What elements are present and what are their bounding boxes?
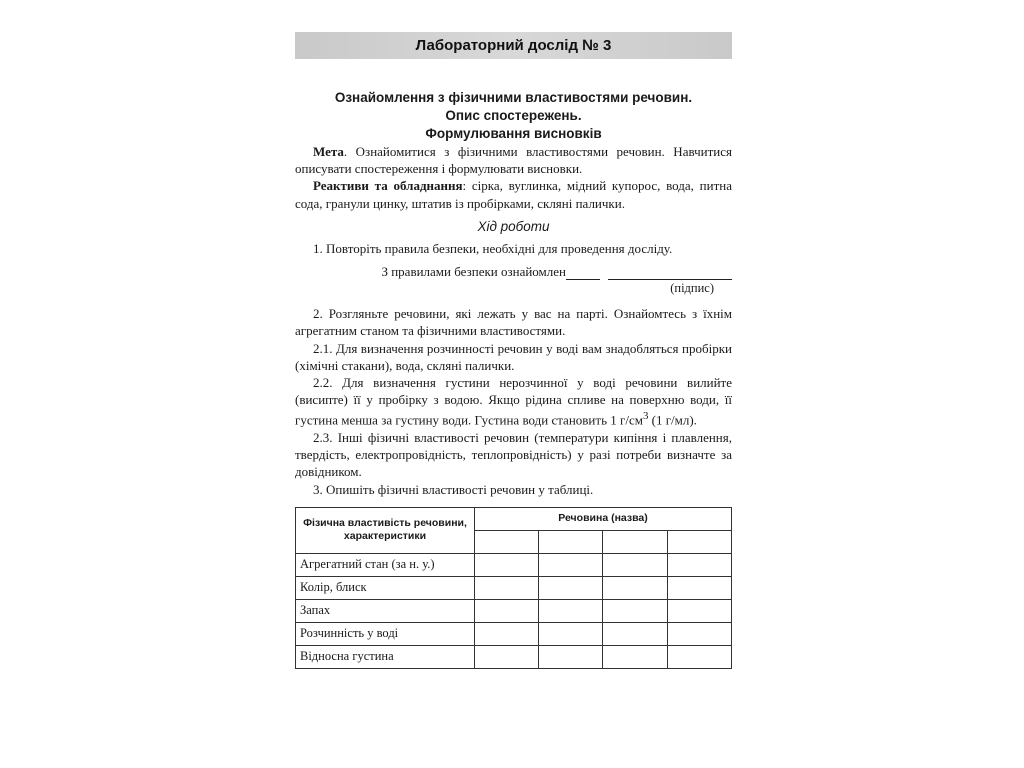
property-label: Запах [296, 599, 475, 622]
table-cell[interactable] [475, 622, 539, 645]
safety-text: З правилами безпеки ознайомлен [381, 264, 566, 280]
property-label: Відносна густина [296, 645, 475, 668]
properties-table [295, 507, 732, 669]
table-cell[interactable] [539, 622, 603, 645]
table-cell[interactable] [667, 599, 731, 622]
property-label: Розчинність у воді [296, 622, 475, 645]
equipment-text: : сірка, вуглинка, мідний купорос, вода, питна сода, гранули цинку, штатив із пробірками, скляні палички. [295, 178, 732, 211]
table-cell[interactable] [603, 645, 667, 668]
step-2-2 [295, 374, 732, 429]
worksheet-title [295, 89, 732, 143]
table-cell[interactable] [539, 553, 603, 576]
table-cell[interactable] [539, 576, 603, 599]
table-cell[interactable] [667, 553, 731, 576]
table-cell[interactable] [475, 599, 539, 622]
goal-text: . Ознайомитися з фізичними властивостями речовин. Навчитися описувати спостереження і формулювати висновки. [295, 144, 732, 177]
table-row [296, 622, 732, 645]
substance-column-header: Речовина (назва) [475, 507, 732, 530]
substance-name-cell[interactable] [475, 530, 539, 553]
table-row [296, 599, 732, 622]
goal-paragraph [295, 143, 732, 177]
step-3: 3. Опишіть фізичні властивості речовин у таблиці. [313, 481, 594, 497]
title-line: Ознайомлення з фізичними властивостями речовин. [334, 90, 693, 105]
property-column-header: Фізична властивість речовини, характеристики [296, 507, 475, 553]
lab-banner-title: Лабораторний дослід № 3 [415, 37, 612, 54]
table-cell[interactable] [539, 645, 603, 668]
table-header-row [296, 507, 732, 530]
table-cell[interactable] [603, 576, 667, 599]
table-row [296, 553, 732, 576]
title-line: Формулювання висновків [425, 126, 602, 141]
signature-field[interactable] [608, 266, 732, 280]
safety-acknowledgement [295, 263, 732, 280]
equipment-paragraph [295, 177, 732, 211]
worksheet-page [295, 32, 732, 669]
table-cell[interactable] [667, 622, 731, 645]
substance-name-cell[interactable] [667, 530, 731, 553]
table-row [296, 645, 732, 668]
substance-name-cell[interactable] [539, 530, 603, 553]
property-label: Колір, блиск [296, 576, 475, 599]
equipment-label: Реактиви та обладнання [313, 178, 463, 194]
ending-blank-field[interactable] [566, 266, 600, 280]
signature-caption: (підпис) [670, 281, 714, 296]
step-2-3: 2.3. Інші фізичні властивості речовин (температури кипіння і плавлення, твердість, електропровідність, теплопровідність) у разі потреби визначте за довідником. [295, 429, 732, 480]
property-label: Агрегатний стан (за н. у.) [296, 553, 475, 576]
step-2: 2. Розгляньте речовини, які лежать у вас на парті. Ознайомтесь з їхнім агрегатним станом та фізичними властивостями. [295, 306, 732, 339]
table-cell[interactable] [475, 576, 539, 599]
step-1: 1. Повторіть правила безпеки, необхідні для проведення досліду. [313, 240, 673, 256]
table-cell[interactable] [603, 622, 667, 645]
table-cell[interactable] [475, 553, 539, 576]
step-2-2-text: 2.2. Для визначення густини нерозчинної у воді речовини вилийте (висипте) її у пробірку з водою. Якщо рідина спливе на поверхню води, її густина менша за густину води. Густина води становить 1 г/см [295, 375, 732, 428]
table-cell[interactable] [603, 599, 667, 622]
step-2-1: 2.1. Для визначення розчинності речовин у воді вам знадобляться пробірки (хімічні стакани), вода, скляні палички. [295, 340, 732, 373]
table-cell[interactable] [667, 576, 731, 599]
table-cell[interactable] [475, 645, 539, 668]
step-2-2-tail: (1 г/мл). [648, 412, 697, 428]
substance-name-cell[interactable] [603, 530, 667, 553]
title-line: Опис спостережень. [445, 108, 582, 123]
table-row [296, 576, 732, 599]
table-cell[interactable] [667, 645, 731, 668]
superscript: 3 [642, 410, 649, 423]
goal-label: Мета [313, 144, 344, 159]
table-cell[interactable] [603, 553, 667, 576]
lab-banner [295, 32, 732, 59]
table-cell[interactable] [539, 599, 603, 622]
procedure-heading: Хід роботи [477, 218, 550, 234]
